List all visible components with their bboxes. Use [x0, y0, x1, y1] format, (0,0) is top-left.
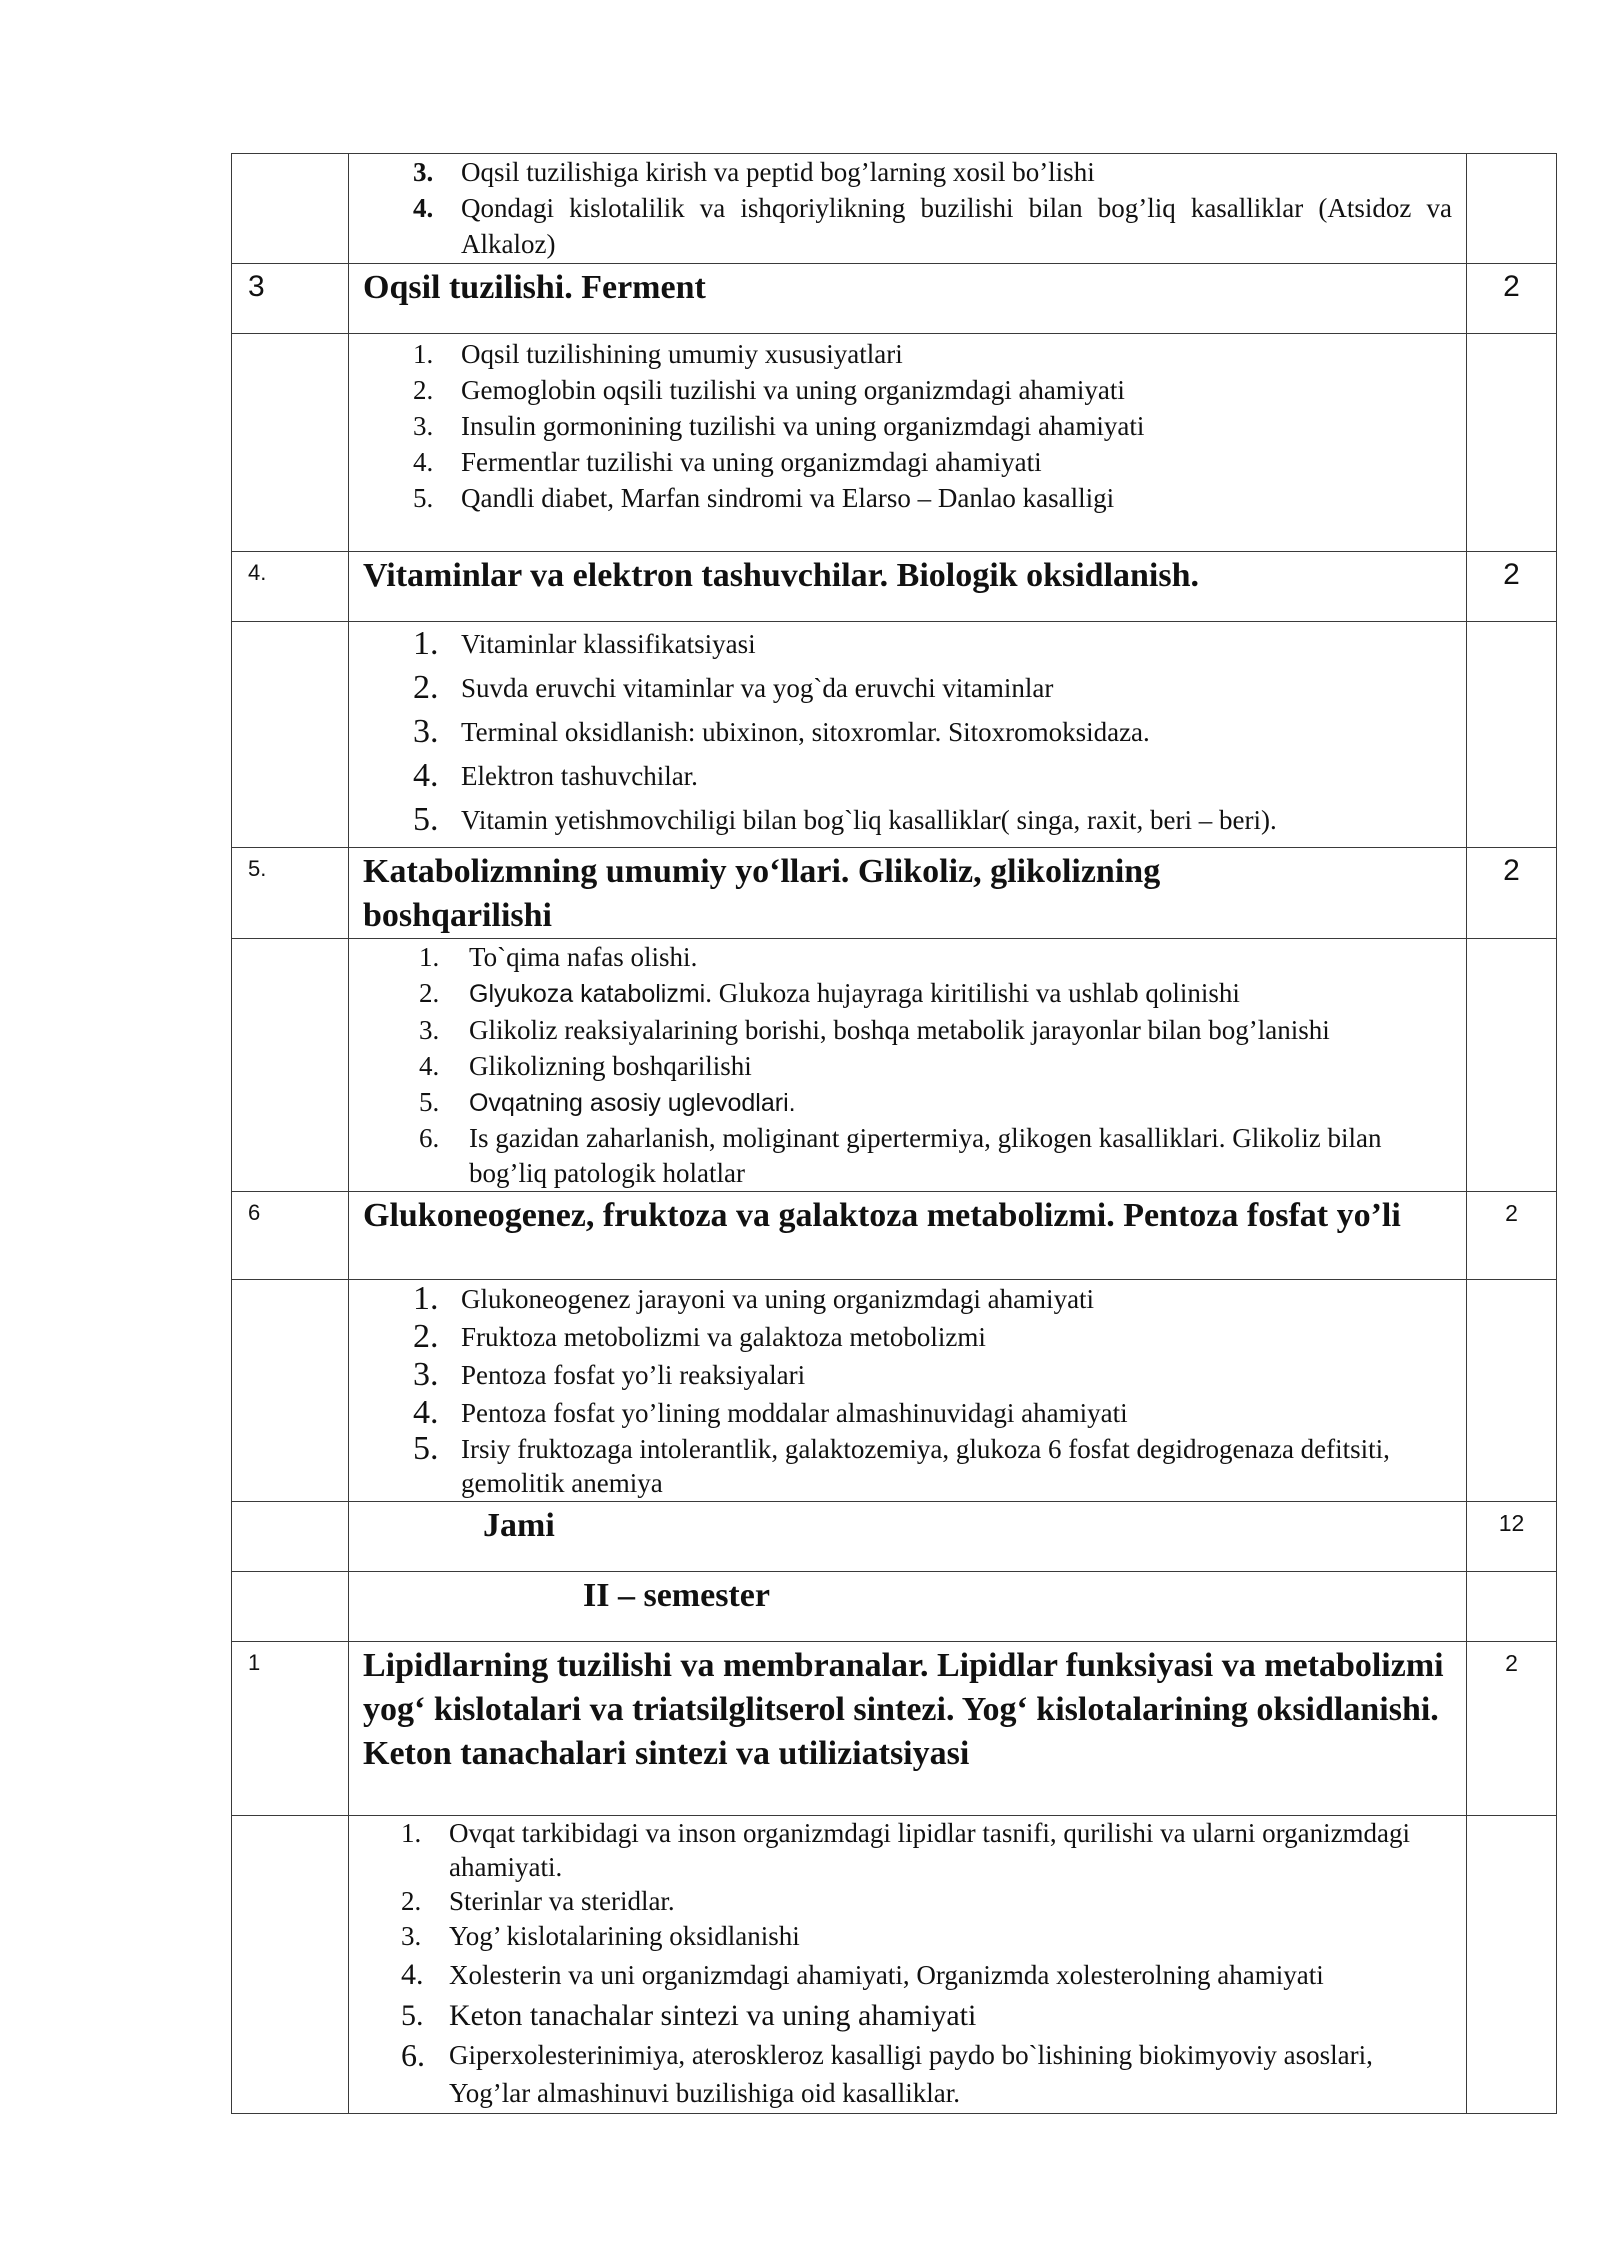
- topic-items-cell: [349, 939, 1467, 1192]
- list-item: 4. Fermentlar tuzilishi va uning organizmdagi ahamiyati: [413, 447, 1042, 477]
- section-hours: 2: [1467, 264, 1557, 334]
- list-item: 3. Yog’ kislotalarining oksidlanishi: [401, 1921, 800, 1951]
- list-item: 3. Insulin gormonining tuzilishi va uning organizmdagi ahamiyati: [413, 411, 1145, 441]
- hours-cell: [1467, 334, 1557, 552]
- section-title: Oqsil tuzilishi. Ferment: [349, 264, 1467, 334]
- semester-title: II – semester: [349, 1572, 1467, 1642]
- list-item: 5. Keton tanachalar sintezi va uning ahamiyati: [401, 1999, 977, 2032]
- section-header-row: [232, 264, 1557, 334]
- topic-items-cell: [349, 154, 1467, 264]
- section-title: Glukoneogenez, fruktoza va galaktoza metabolizmi. Pentoza fosfat yo’li: [349, 1192, 1467, 1280]
- table-row: [232, 1280, 1557, 1502]
- hours-cell: [1467, 622, 1557, 848]
- list-item: 5. Qandli diabet, Marfan sindromi va Elarso – Danlao kasalligi: [413, 483, 1115, 513]
- list-item: 1. Oqsil tuzilishining umumiy xususiyatlari: [413, 339, 903, 369]
- section-header-row: [232, 848, 1557, 939]
- topic-items-cell: [349, 1816, 1467, 2114]
- section-title: Vitaminlar va elektron tashuvchilar. Biologik oksidlanish.: [349, 552, 1467, 622]
- list-item: 6. Is gazidan zaharlanish, moliginant gipertermiya, glikogen kasalliklari. Glikoliz bilan bog’liq patologik holatlar: [419, 1123, 1382, 1188]
- total-row: [232, 1502, 1557, 1572]
- number-cell: [232, 334, 349, 552]
- number-cell: [232, 1502, 349, 1572]
- section-hours: 2: [1467, 848, 1557, 939]
- section-header-row: [232, 1192, 1557, 1280]
- section-number: 4.: [232, 552, 349, 622]
- section-header-row: [232, 552, 1557, 622]
- list-item: 4. Xolesterin va uni organizmdagi ahamiyati, Organizmda xolesterolning ahamiyati: [401, 1958, 1324, 1991]
- list-item: 3. Pentoza fosfat yo’li reaksiyalari: [413, 1356, 806, 1393]
- number-cell: [232, 1816, 349, 2114]
- topic-items-cell: [349, 622, 1467, 848]
- section-title: Katabolizmning umumiy yo‘llari. Glikoliz, glikolizning boshqarilishi: [349, 848, 1467, 939]
- table-row: [232, 154, 1557, 264]
- hours-cell: [1467, 1280, 1557, 1502]
- section-hours: 2: [1467, 552, 1557, 622]
- section-title: Lipidlarning tuzilishi va membranalar. Lipidlar funksiyasi va metabolizmi yog‘ kislotalari va triatsilglitserol sintezi. Yog‘ kislotalarining oksidlanishi. Keton tanachalari sintezi va utiliziatsiyasi: [349, 1642, 1467, 1816]
- hours-cell: [1467, 939, 1557, 1192]
- list-item: 5. Vitamin yetishmovchiligi bilan bog`liq kasalliklar( singa, raxit, beri – beri).: [413, 801, 1277, 838]
- semester-row: [232, 1572, 1557, 1642]
- hours-cell: [1467, 1816, 1557, 2114]
- list-item: 1. Ovqat tarkibidagi va inson organizmdagi lipidlar tasnifi, qurilishi va ularni organizmdagi ahamiyati.: [401, 1818, 1411, 1882]
- list-item: 6. Giperxolesterinimiya, ateroskleroz kasalligi paydo bo`lishining biokimyoviy asoslari, Yog’lar almashinuvi buzilishiga oid kasalliklar.: [401, 2037, 1373, 2108]
- hours-cell: [1467, 1572, 1557, 1642]
- topic-items-cell: [349, 1280, 1467, 1502]
- list-item: 5. Ovqatning asosiy uglevodlari.: [419, 1087, 796, 1117]
- list-item: 2. Fruktoza metobolizmi va galaktoza metobolizmi: [413, 1318, 986, 1355]
- total-label: Jami: [349, 1502, 1467, 1572]
- total-hours: 12: [1467, 1502, 1557, 1572]
- list-item: 3. Oqsil tuzilishiga kirish va peptid bog’larning xosil bo’lishi: [413, 157, 1095, 187]
- list-item: 4. Glikolizning boshqarilishi: [419, 1051, 752, 1081]
- list-item: 2. Gemoglobin oqsili tuzilishi va uning organizmdagi ahamiyati: [413, 375, 1125, 405]
- list-item: 2. Glyukoza katabolizmi. Glukoza hujayraga kiritilishi va ushlab qolinishi: [419, 978, 1240, 1008]
- number-cell: [232, 1572, 349, 1642]
- curriculum-table: [231, 153, 1557, 2114]
- list-item: 5. Irsiy fruktozaga intolerantlik, galaktozemiya, glukoza 6 fosfat degidrogenaza defitsiti, gemolitik anemiya: [413, 1430, 1390, 1498]
- number-cell: [232, 1280, 349, 1502]
- list-item: 1. Glukoneogenez jarayoni va uning organizmdagi ahamiyati: [413, 1280, 1095, 1317]
- list-item: 1. To`qima nafas olishi.: [419, 942, 698, 972]
- list-item: 4. Qondagi kislotalilik va ishqoriylikning buzilishi bilan bog’liq kasalliklar (Atsidoz va Alkaloz): [413, 193, 1452, 259]
- table-row: [232, 334, 1557, 552]
- topic-items-cell: [349, 334, 1467, 552]
- section-hours: 2: [1467, 1642, 1557, 1816]
- section-number: 1: [232, 1642, 349, 1816]
- list-item: 4. Elektron tashuvchilar.: [413, 757, 698, 794]
- list-item: 4. Pentoza fosfat yo’lining moddalar almashinuvidagi ahamiyati: [413, 1394, 1128, 1431]
- section-hours: 2: [1467, 1192, 1557, 1280]
- section-number: 3: [232, 264, 349, 334]
- hours-cell: [1467, 154, 1557, 264]
- number-cell: [232, 939, 349, 1192]
- number-cell: [232, 622, 349, 848]
- table-row: [232, 939, 1557, 1192]
- list-item: 3. Glikoliz reaksiyalarining borishi, boshqa metabolik jarayonlar bilan bog’lanishi: [419, 1015, 1330, 1045]
- list-item: 2. Suvda eruvchi vitaminlar va yog`da eruvchi vitaminlar: [413, 669, 1054, 706]
- list-item: 2. Sterinlar va steridlar.: [401, 1886, 675, 1916]
- list-item: 3. Terminal oksidlanish: ubixinon, sitoxromlar. Sitoxromoksidaza.: [413, 713, 1150, 750]
- section-header-row: [232, 1642, 1557, 1816]
- list-item: 1. Vitaminlar klassifikatsiyasi: [413, 625, 756, 662]
- number-cell: [232, 154, 349, 264]
- section-number: 5.: [232, 848, 349, 939]
- table-row: [232, 622, 1557, 848]
- table-row: [232, 1816, 1557, 2114]
- section-number: 6: [232, 1192, 349, 1280]
